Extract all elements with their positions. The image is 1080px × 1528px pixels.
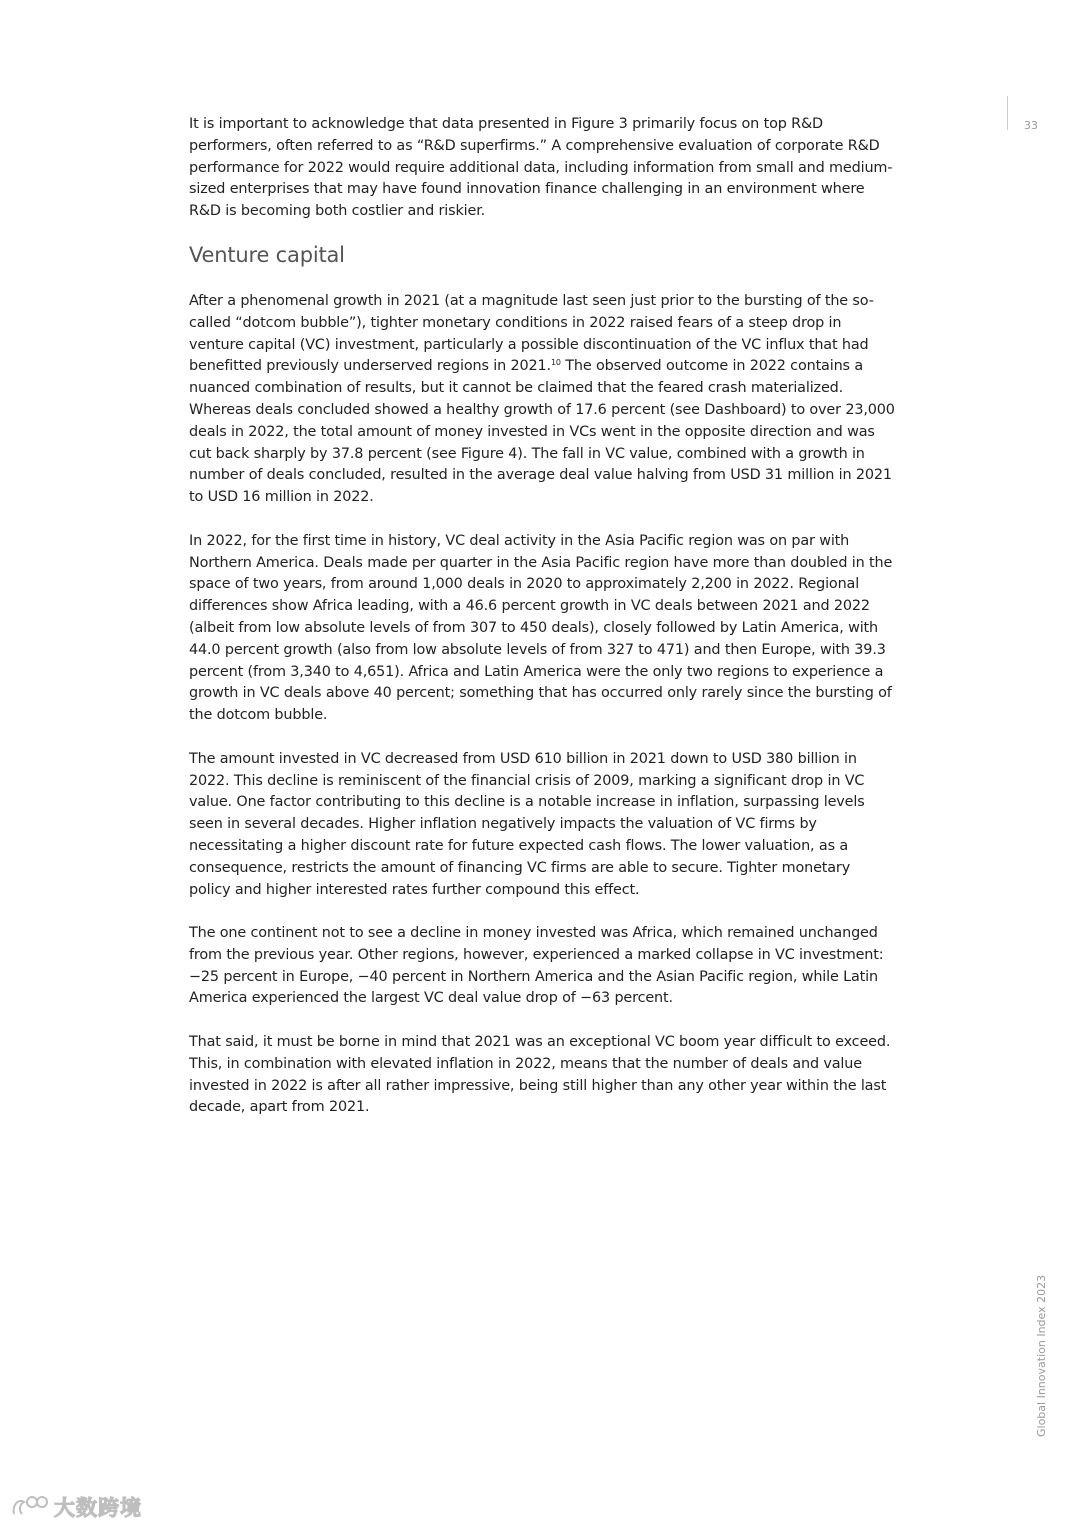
article-body: [189, 114, 895, 1141]
footnote-ref-10[interactable]: 10: [550, 358, 561, 368]
watermark-logo-icon: [10, 1492, 50, 1522]
paragraph-1: [189, 291, 895, 509]
paragraph-5: That said, it must be borne in mind that 2021 was an exceptional VC boom year difficult to exceed. This, in combination with elevated inflation in 2022, means that the number of deals and value invested in 2022 is after all rather impressive, being still higher than any other year within the last decade, apart from 2021.: [189, 1034, 891, 1116]
paragraph-1-part-2: The observed outcome in 2022 contains a nuanced combination of results, but it cannot be claimed that the feared crash materialized. Whereas deals concluded showed a healthy growth of 17.6 percent (see Dashboard) to over 23,000 deals in 2022, the total amount of money invested in VCs went in the opposite direction and was cut back sharply by 37.8 percent (see Figure 4). The fall in VC value, combined with a growth in number of deals concluded, resulted in the average deal value halving from USD 31 million in 2021 to USD 16 million in 2022.: [189, 358, 895, 506]
watermark-text: 大数跨境: [54, 1496, 142, 1520]
watermark: [10, 1492, 142, 1522]
page-number-divider: [1007, 96, 1008, 130]
paragraph-3: The amount invested in VC decreased from USD 610 billion in 2021 down to USD 380 billion in 2022. This decline is reminiscent of the financial crisis of 2009, marking a significant drop in VC value. One factor contributing to this decline is a notable increase in inflation, surpassing levels seen in several decades. Higher inflation negatively impacts the valuation of VC firms by necessitating a higher discount rate for future expected cash flows. The lower valuation, as a consequence, restricts the amount of financing VC firms are able to secure. Tighter monetary policy and higher interested rates further compound this effect.: [189, 750, 865, 898]
running-title: Global Innovation Index 2023: [1035, 1274, 1048, 1437]
paragraph-2: In 2022, for the first time in history, VC deal activity in the Asia Pacific region was on par with Northern America. Deals made per quarter in the Asia Pacific region have more than doubled in the space of two years, from around 1,000 deals in 2020 to approximately 2,200 in 2022. Regional differences show Africa leading, with a 46.6 percent growth in VC deals between 2021 and 2022 (albeit from low absolute levels of from 307 to 450 deals), closely followed by Latin America, with 44.0 percent growth (also from low absolute levels of from 327 to 471) and then Europe, with 39.3 percent (from 3,340 to 4,651). Africa and Latin America were the only two regions to experience a growth in VC deals above 40 percent; something that has occurred only rarely since the bursting of the dotcom bubble.: [189, 532, 893, 724]
section-heading: Venture capital: [189, 242, 345, 267]
paragraph-1-part-1: After a phenomenal growth in 2021 (at a magnitude last seen just prior to the bursting of the so-called “dotcom bubble”), tighter monetary conditions in 2022 raised fears of a steep drop in venture capital (VC) investment, particularly a possible discontinuation of the VC influx that had benefitted previously underserved regions in 2021.: [189, 292, 874, 375]
page-number: 33: [1024, 119, 1038, 132]
paragraph-4: The one continent not to see a decline in money invested was Africa, which remained unchanged from the previous year. Other regions, however, experienced a marked collapse in VC investment: −25 percent in Europe, −40 percent in Northern America and the Asian Pacific region, while Latin America experienced the largest VC deal value drop of −63 percent.: [189, 925, 884, 1007]
intro-paragraph: It is important to acknowledge that data presented in Figure 3 primarily focus on top R&D performers, often referred to as “R&D superfirms.” A comprehensive evaluation of corporate R&D performance for 2022 would require additional data, including information from small and medium-sized enterprises that may have found innovation finance challenging in an environment where R&D is becoming both costlier and riskier.: [189, 116, 893, 220]
